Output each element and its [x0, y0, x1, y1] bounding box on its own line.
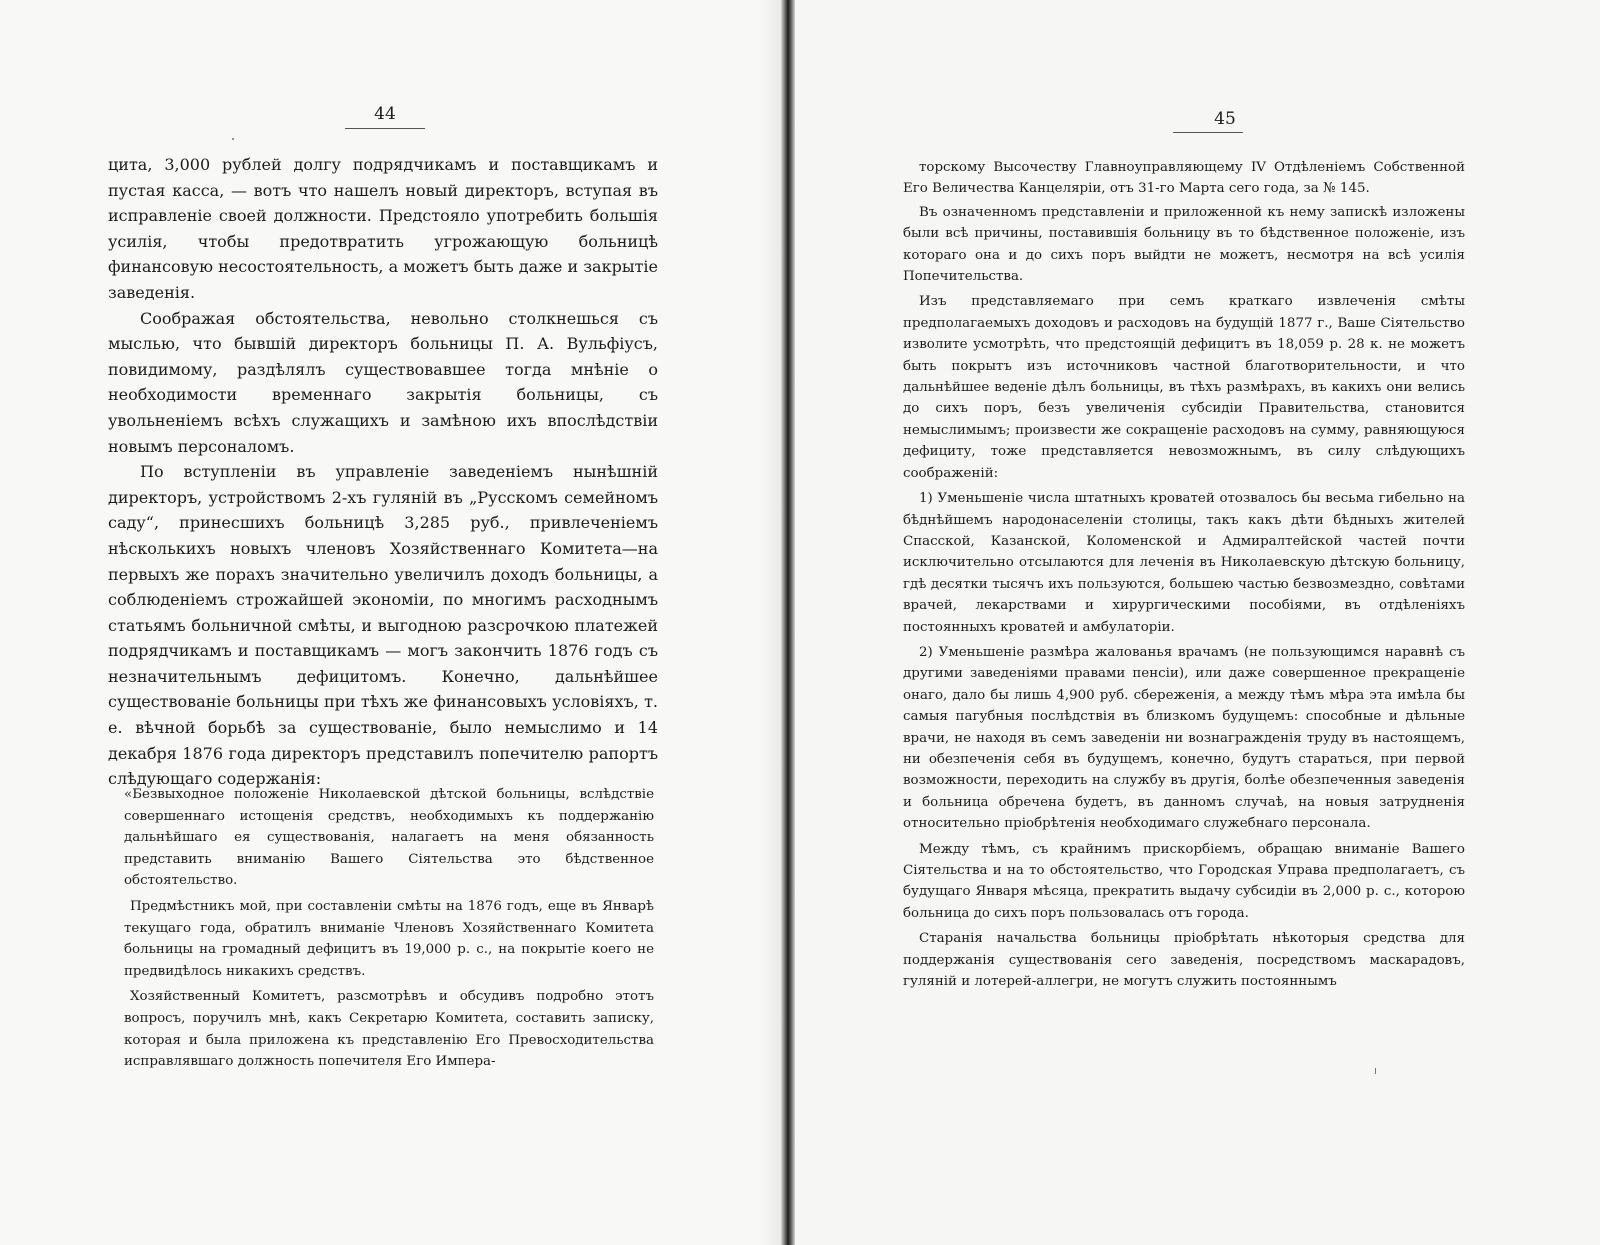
paragraph: торскому Высочеству Главноуправляющему IV Отдѣленіемъ Собственной Его Величества Канцеляріи, отъ 31-го Марта сего года, за № 145.	[903, 160, 1465, 197]
paragraph: По вступленіи въ управленіе заведеніемъ нынѣшній директоръ, устройствомъ 2-хъ гуляній въ „Русскомъ семейномъ саду“, принесшихъ больницѣ 3,285 руб., привлеченіемъ нѣсколькихъ новыхъ членовъ Хозяйственнаго Комитета—на первыхъ же порахъ значительно увеличилъ доходъ больницы, а соблюденіемъ строжайшей экономіи, по многимъ расходнымъ статьямъ больничной смѣты, и выгодною разсрочкою платежей подрядчикамъ и поставщикамъ — могъ закончить 1876 годъ съ незначительнымъ дефицитомъ. Конечно, дальнѣйшее существованіе больницы при тѣхъ же финансовыхъ условіяхъ, т. е. вѣчной борьбѣ за существованіе, было немыслимо и 14 декабря 1876 года директоръ представилъ попечителю рапортъ слѣдующаго содержанія:	[108, 462, 658, 789]
paragraph: Между тѣмъ, съ крайнимъ прискорбіемъ, обращаю вниманіе Вашего Сіятельства и на то обстоятельство, что Городская Управа предполагаетъ, съ будущаго Января мѣсяца, прекратить выдачу субсидіи въ 2,000 р. с., которою больница до сихъ поръ пользовалась отъ города.	[903, 841, 1465, 921]
header-rule	[1173, 132, 1243, 133]
paragraph: Въ означенномъ представленіи и приложенной къ нему запискѣ изложены были всѣ причины, поставившія больницу въ то бѣдственное положеніе, изъ котораго она и до сихъ поръ выйдти не можетъ, несмотря на всѣ усилія Попечительства.	[903, 204, 1465, 285]
quote-paragraph: Хозяйственный Комитетъ, разсмотрѣвъ и обсудивъ подробно этотъ вопросъ, поручилъ мнѣ, какъ Секретарю Комитета, составить записку, которая и была приложена къ представленію Его Превосходительства исправлявшаго должность попечителя Его Импера-	[124, 989, 654, 1070]
quoted-report	[124, 784, 654, 1077]
quote-paragraph: «Безвыходное положеніе Николаевской дѣтской больницы, вслѣдствіе совершеннаго истощенія средствъ, необходимыхъ къ поддержанію дальнѣйшаго ея существованія, налагаетъ на меня обязанность представить вниманію Вашего Сіятельства это бѣдственное обстоятельство.	[124, 787, 654, 889]
paragraph: Соображая обстоятельства, невольно столкнешься съ мыслью, что бывшій директоръ больницы П. А. Вульфіусъ, повидимому, раздѣлялъ существовавшее тогда мнѣніе о необходимости временнаго закрытія больницы, съ увольненіемъ всѣхъ служащихъ и замѣною ихъ впослѣдствіи новымъ персоналомъ.	[108, 308, 658, 456]
book-gutter	[781, 0, 795, 1245]
page-number: 45	[1214, 109, 1236, 129]
page-number: 44	[374, 104, 396, 124]
paragraph: цита, 3,000 рублей долгу подрядчикамъ и поставщикамъ и пустая касса, — вотъ что нашелъ новый директоръ, вступая въ исправленіе своей должности. Предстояло употребить большія усилія, чтобы предотвратить угрожающую больницѣ финансовую несостоятельность, а можетъ быть даже и закрытіе заведенія.	[108, 155, 658, 302]
quote-paragraph: Предмѣстникъ мой, при составленіи смѣты на 1876 годъ, еще въ Январѣ текущаго года, обратилъ вниманіе Членовъ Хозяйственнаго Комитета больницы на громадный дефицитъ въ 19,000 р. с., на покрытіе коего не предвидѣлось никакихъ средствъ.	[124, 898, 654, 979]
paragraph: 1) Уменьшеніе числа штатныхъ кроватей отозвалось бы весьма гибельно на бѣднѣйшемъ народонаселеніи столицы, такъ какъ дѣти бѣдныхъ жителей Спасской, Казанской, Коломенской и Адмиралтейской частей почти исключительно отсылаются для леченія въ Николаевскую дѣтскую больницу, гдѣ десятки тысячъ ихъ пользуются, большею частью безвозмездно, совѣтами врачей, лекарствами и хирургическими пособіями, въ отдѣленіяхъ постоянныхъ кроватей и амбулаторіи.	[903, 491, 1465, 635]
quoted-report-continued	[903, 157, 1465, 996]
header-rule	[345, 128, 425, 129]
paragraph: 2) Уменьшеніе размѣра жалованья врачамъ (не пользующимся наравнѣ съ другими заведеніями правами пенсіи), или даже совершенное прекращеніе онаго, дало бы лишь 4,900 руб. сбереженія, а между тѣмъ мѣра эта имѣла бы самыя пагубныя послѣдствія въ близкомъ будущемъ: способные и дѣльные врачи, не находя въ семъ заведеніи ни вознагражденія труду въ настоящемъ, ни обезпеченія себя въ будущемъ, конечно, будутъ стараться, при первой возможности, переходить на службу въ другія, болѣе обезпеченныя заведенія и больница обречена будетъ, въ данномъ случаѣ, на новыя затрудненія относительно пріобрѣтенія необходимаго служебнаго персонала.	[903, 644, 1465, 832]
main-text	[108, 152, 658, 792]
scan-speck	[232, 138, 234, 140]
right-page	[795, 0, 1600, 1245]
gutter-shadow	[760, 0, 781, 1245]
left-page	[0, 0, 785, 1245]
paragraph: Старанія начальства больницы пріобрѣтать нѣкоторыя средства для поддержанія существованія сего заведенія, посредствомъ маскарадовъ, гуляній и лотерей-аллегри, не могутъ служить постояннымъ	[903, 931, 1465, 990]
paragraph: Изъ представляемаго при семъ краткаго извлеченія смѣты предполагаемыхъ доходовъ и расходовъ на будущій 1877 г., Ваше Сіятельство изволите усмотрѣть, что предстоящій дефицитъ въ 18,059 р. 28 к. не можетъ быть покрытъ изъ источниковъ частной благотворительности, и что дальнѣйшее веденіе дѣлъ больницы, въ тѣхъ размѣрахъ, въ какихъ они велись до сихъ поръ, безъ увеличенія субсидіи Правительства, становится немыслимымъ; произвести же сокращеніе расходовъ на сумму, равняющуюся дефициту, тоже представляется невозможнымъ, въ силу слѣдующихъ соображеній:	[903, 294, 1465, 481]
scan-speck	[1375, 1068, 1376, 1074]
